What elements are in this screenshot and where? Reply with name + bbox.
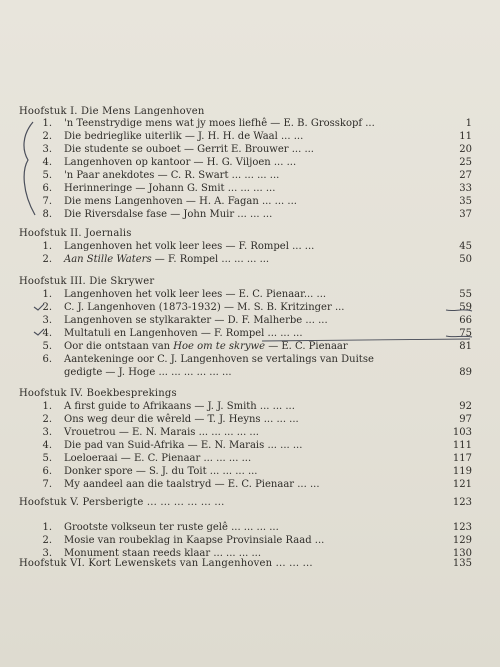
page-number: 97 <box>459 414 472 425</box>
toc-entry <box>0 353 500 366</box>
page-number: 89 <box>459 367 472 378</box>
toc-entry <box>0 117 500 130</box>
entry-title: A first guide to Afrikaans — J. J. Smith ... ... ... <box>64 401 295 412</box>
entry-title: Monument staan reeds klaar ... ... ... ... <box>64 548 262 559</box>
entry-number: 2. <box>42 535 52 546</box>
entry-number: 4. <box>42 440 52 451</box>
toc-entry <box>0 195 500 208</box>
entry-number: 1. <box>42 289 52 300</box>
entry-title: Mosie van roubeklag in Kaapse Provinsiale Raad ... <box>64 535 325 546</box>
entry-title: Vrouetrou — E. N. Marais ... ... ... ... ... <box>64 427 259 438</box>
page-number: 103 <box>452 427 472 438</box>
page-number: 135 <box>452 558 472 569</box>
page-number: 81 <box>459 341 472 352</box>
entry-title: 'n Teenstrydige mens wat jy moes liefhê — E. B. Grosskopf ... <box>64 118 375 129</box>
page-number: 20 <box>459 144 472 155</box>
entry-title-post: — F. Rompel ... ... ... ... <box>151 254 270 265</box>
entry-title: Ons weg deur die wêreld — T. J. Heyns ... ... ... <box>64 414 299 425</box>
entry-number: 2. <box>42 302 52 313</box>
page-number: 59 <box>459 302 472 313</box>
toc-entry <box>0 314 500 327</box>
entry-title: Die pad van Suid-Afrika — E. N. Marais ... ... ... <box>64 440 303 451</box>
entry-title: Die studente se ouboet — Gerrit E. Brouwer ... ... <box>64 144 314 155</box>
entry-title: Loeloeraai — E. C. Pienaar ... ... ... ... <box>64 453 252 464</box>
entry-title: Grootste volkseun ter ruste gelê ... ... ... ... <box>64 522 279 533</box>
entry-title-post: — E. C. Pienaar <box>265 341 348 352</box>
page-number: 123 <box>452 497 472 508</box>
page-number: 123 <box>452 522 472 533</box>
toc-entry <box>0 478 500 491</box>
entry-title: Die mens Langenhoven — H. A. Fagan ... ... ... <box>64 196 297 207</box>
entry-number: 5. <box>42 341 52 352</box>
entry-title-italic: Hoe om te skrywe <box>173 341 266 352</box>
entry-title: Die Riversdalse fase — John Muir ... ... ... <box>64 209 273 220</box>
entry-number: 7. <box>42 196 52 207</box>
entry-title: Herinneringe — Johann G. Smit ... ... ... ... <box>64 183 276 194</box>
toc-entry <box>0 130 500 143</box>
page-number: 117 <box>452 453 472 464</box>
entry-number: 1. <box>42 522 52 533</box>
toc-entry <box>0 240 500 253</box>
entry-title: 'n Paar anekdotes — C. R. Swart ... ... ... ... <box>64 170 280 181</box>
entry-number: 1. <box>42 118 52 129</box>
chapter-title: Hoofstuk IV. Boekbesprekings <box>19 388 177 399</box>
toc-entry <box>0 182 500 195</box>
entry-title-italic: Aan Stille Waters <box>64 254 152 265</box>
chapter-title: Hoofstuk V. Persberigte ... ... ... ... ... ... <box>19 497 225 508</box>
entry-number: 4. <box>42 328 52 339</box>
page-number: 66 <box>459 315 472 326</box>
page-number: 119 <box>452 466 472 477</box>
page-number: 130 <box>452 548 472 559</box>
entry-title-pre: Oor die ontstaan van <box>64 341 174 352</box>
page-number: 45 <box>459 241 472 252</box>
entry-title: My aandeel aan die taalstryd — E. C. Pienaar ... ... <box>64 479 320 490</box>
chapter-title: Hoofstuk I. Die Mens Langenhoven <box>19 106 205 117</box>
page-number: 11 <box>459 131 472 142</box>
page-number: 121 <box>452 479 472 490</box>
chapter-title: Hoofstuk VI. Kort Lewenskets van Langenhoven ... ... ... <box>19 558 313 569</box>
page-number: 50 <box>459 254 472 265</box>
page-number: 27 <box>459 170 472 181</box>
toc-entry <box>0 452 500 465</box>
entry-title: Donker spore — S. J. du Toit ... ... ... ... <box>64 466 258 477</box>
entry-number: 5. <box>42 453 52 464</box>
entry-number: 6. <box>42 354 52 365</box>
toc-entry <box>0 366 500 379</box>
page-number: 1 <box>465 118 472 129</box>
entry-number: 1. <box>42 241 52 252</box>
entry-number: 2. <box>42 131 52 142</box>
entry-number: 2. <box>42 254 52 265</box>
entry-number: 7. <box>42 479 52 490</box>
entry-number: 4. <box>42 157 52 168</box>
toc-entry <box>0 426 500 439</box>
toc-entry <box>0 169 500 182</box>
toc-entry <box>0 143 500 156</box>
chapter-heading <box>0 496 500 509</box>
page-number: 35 <box>459 196 472 207</box>
page-number: 33 <box>459 183 472 194</box>
page-number: 25 <box>459 157 472 168</box>
entry-title <box>64 340 348 353</box>
entry-title: Die bedrieglike uiterlik — J. H. H. de Waal ... ... <box>64 131 304 142</box>
chapter-title: Hoofstuk III. Die Skrywer <box>19 276 155 287</box>
page-number: 37 <box>459 209 472 220</box>
entry-number: 1. <box>42 401 52 412</box>
entry-number: 2. <box>42 414 52 425</box>
toc-entry <box>0 301 500 314</box>
toc-entry <box>0 465 500 478</box>
toc-entry <box>0 156 500 169</box>
entry-title <box>64 253 269 266</box>
entry-title: Langenhoven se stylkarakter — D. F. Malherbe ... ... <box>64 315 328 326</box>
entry-number: 3. <box>42 548 52 559</box>
toc-entry <box>0 413 500 426</box>
chapter-heading <box>0 227 500 240</box>
entry-title: Langenhoven het volk leer lees — E. C. Pienaar... ... <box>64 289 327 300</box>
toc-entry <box>0 327 500 340</box>
toc-entry <box>0 288 500 301</box>
chapter-heading <box>0 557 500 570</box>
toc-entry <box>0 521 500 534</box>
page-number: 55 <box>459 289 472 300</box>
entry-title: gedigte — J. Hoge ... ... ... ... ... ... <box>64 367 232 378</box>
page-number: 111 <box>452 440 472 451</box>
entry-number: 6. <box>42 466 52 477</box>
toc-entry <box>0 534 500 547</box>
toc-entry <box>0 253 500 266</box>
entry-number: 3. <box>42 427 52 438</box>
page-number: 129 <box>452 535 472 546</box>
chapter-heading <box>0 387 500 400</box>
toc-entry <box>0 340 500 353</box>
entry-title: Langenhoven op kantoor — H. G. Viljoen ... ... <box>64 157 297 168</box>
page-number: 75 <box>459 328 472 339</box>
entry-number: 3. <box>42 144 52 155</box>
entry-number: 8. <box>42 209 52 220</box>
toc-entry <box>0 439 500 452</box>
entry-title: Multatuli en Langenhoven — F. Rompel ... ... ... <box>64 328 303 339</box>
toc-entry <box>0 208 500 221</box>
toc-entry <box>0 400 500 413</box>
entry-number: 5. <box>42 170 52 181</box>
entry-title: Langenhoven het volk leer lees — F. Rompel ... ... <box>64 241 315 252</box>
entry-number: 6. <box>42 183 52 194</box>
entry-title: C. J. Langenhoven (1873-1932) — M. S. B. Kritzinger ... <box>64 302 345 313</box>
entry-title: Aantekeninge oor C. J. Langenhoven se vertalings van Duitse <box>64 354 374 365</box>
chapter-title: Hoofstuk II. Joernalis <box>19 228 132 239</box>
page-number: 92 <box>459 401 472 412</box>
entry-number: 3. <box>42 315 52 326</box>
chapter-heading <box>0 275 500 288</box>
